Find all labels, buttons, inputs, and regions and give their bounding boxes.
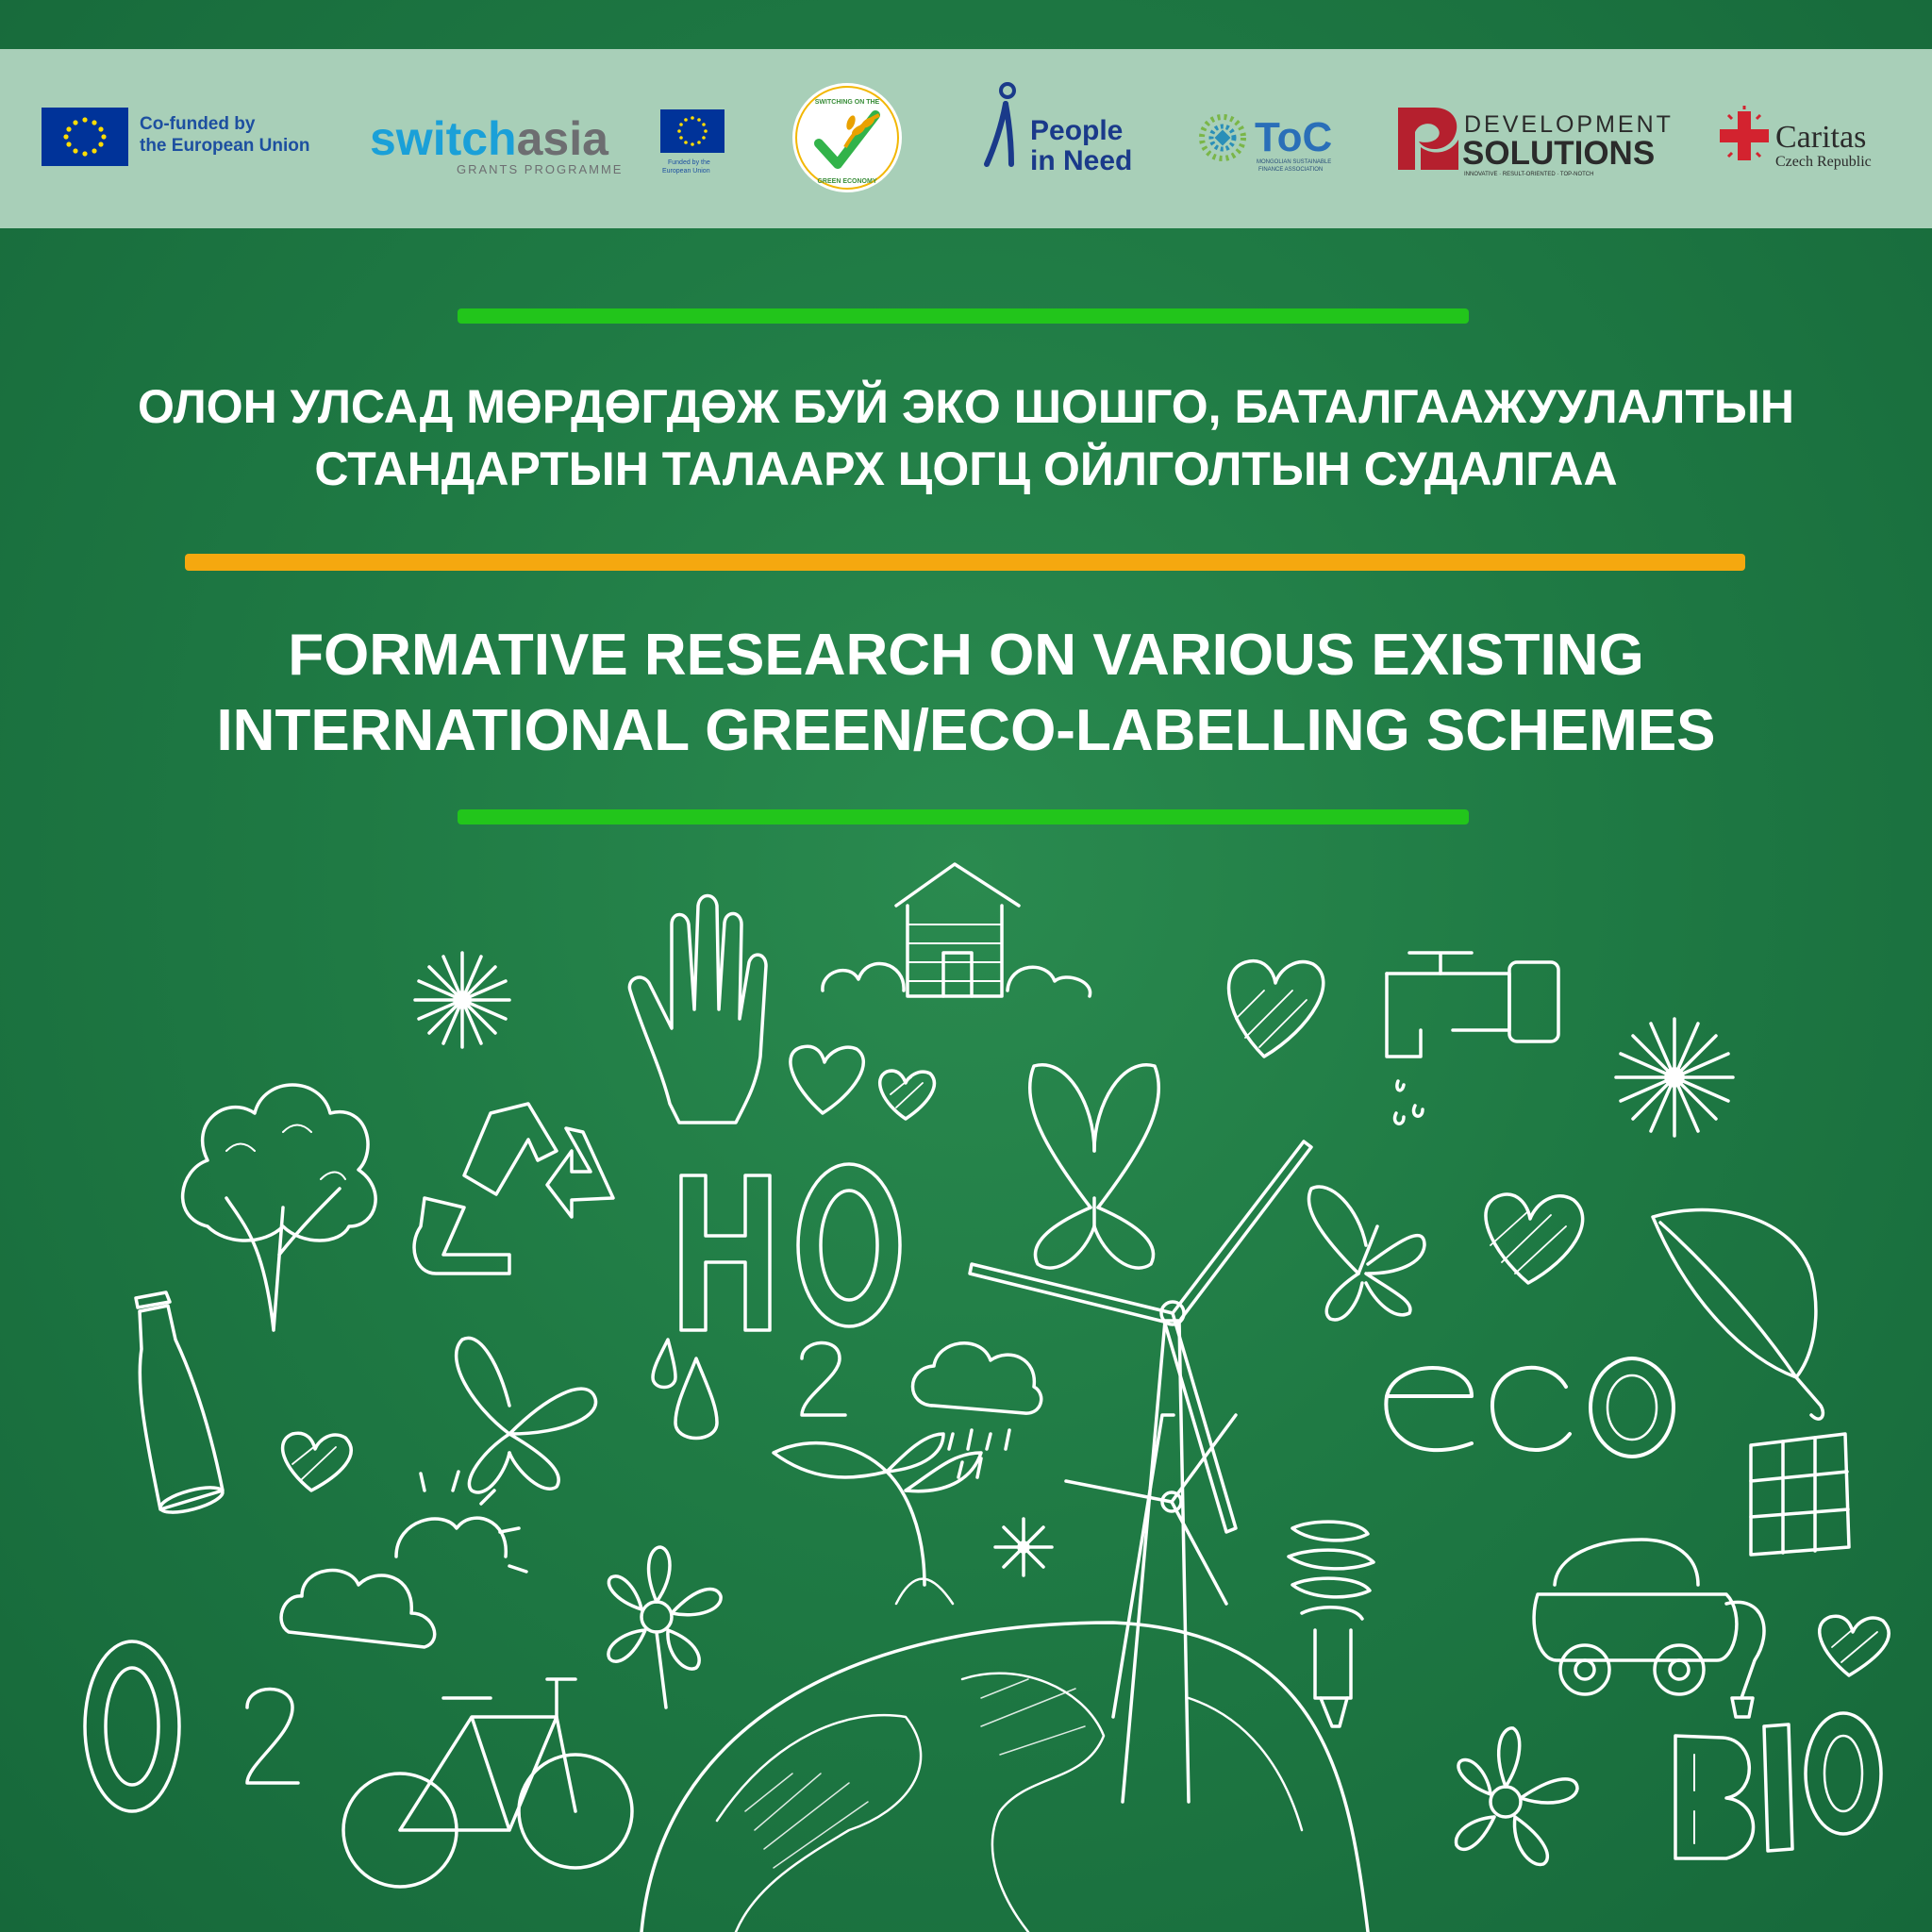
recycle-icon — [414, 1104, 613, 1274]
switchasia-main-a: switch — [370, 112, 517, 165]
o2-letters — [85, 1641, 298, 1811]
heart-icon — [1229, 961, 1324, 1057]
toc-sub1: MONGOLIAN SUSTAINABLE — [1257, 159, 1332, 165]
eu-cofunded-logo — [40, 49, 341, 228]
wind-turbine-icon — [970, 1141, 1311, 1802]
mongolian-title — [0, 375, 1932, 500]
heart-icon-5 — [283, 1433, 352, 1491]
toc-dots-icon — [1202, 117, 1243, 158]
energy-bulb-icon — [1289, 1522, 1374, 1726]
mongolian-title-line2: СТАНДАРТЫН ТАЛААРХ ЦОГЦ ОЙЛГОЛТЫН СУДАЛГАА — [314, 442, 1618, 495]
svg-text:switchasia — [370, 112, 609, 165]
english-title-line1: FORMATIVE RESEARCH ON VARIOUS EXISTING — [288, 623, 1644, 688]
caritas-sub: Czech Republic — [1775, 154, 1872, 170]
starburst-icon-right — [1616, 1019, 1733, 1136]
mongolian-title-line1: ОЛОН УЛСАД МӨРДӨГДӨЖ БУЙ ЭКО ШОШГО, БАТАЛГААЖУУЛАЛТЫН — [138, 380, 1794, 433]
heart-icon-3 — [880, 1071, 935, 1119]
development-solutions-logo — [1396, 49, 1679, 228]
eu-flag-icon — [42, 108, 128, 166]
bottom-green-rule — [458, 809, 1469, 824]
ds-line1: DEVELOPMENT — [1464, 111, 1674, 138]
heart-icon-4 — [1486, 1194, 1583, 1283]
leaf-icon — [1653, 1210, 1823, 1420]
switchasia-logo — [366, 49, 736, 228]
caritas-name: Caritas — [1775, 120, 1867, 155]
caritas-cross-icon — [1720, 111, 1769, 160]
switchasia-sub: GRANTS PROGRAMME — [457, 162, 624, 176]
sprout-icon — [774, 1434, 981, 1604]
water-drop-icon — [653, 1340, 717, 1439]
toc-name: ToC — [1255, 114, 1333, 160]
eu-small-flag-icon — [660, 109, 724, 153]
bio-letters — [1675, 1713, 1881, 1858]
heart-icon-2 — [791, 1046, 863, 1113]
person-icon — [1001, 84, 1014, 97]
sun-cloud-icon — [281, 1472, 526, 1647]
people-in-need-logo — [974, 49, 1162, 228]
eco-doodle-illustration — [0, 830, 1932, 1932]
caritas-logo — [1719, 49, 1917, 228]
orange-divider-rule — [185, 554, 1745, 571]
starburst-icon-small — [995, 1519, 1052, 1575]
solar-panel-icon — [1751, 1434, 1849, 1555]
butterfly-icon-2 — [1308, 1187, 1424, 1320]
ds-tagline: INNOVATIVE · RESULT-ORIENTED · TOP-NOTCH — [1464, 172, 1594, 177]
starburst-icon-left — [415, 953, 509, 1047]
english-title — [0, 618, 1932, 769]
green-economy-top: SWITCHING ON THE — [814, 99, 880, 106]
eco-letters — [1386, 1358, 1674, 1457]
pin-line2: in Need — [1030, 145, 1133, 176]
globe-icon — [641, 1623, 1368, 1932]
flower-icon — [608, 1547, 721, 1707]
flower-icon-2 — [1456, 1728, 1577, 1865]
heart-icon-6 — [1820, 1616, 1889, 1675]
english-title-line2: INTERNATIONAL GREEN/ECO-LABELLING SCHEMES — [216, 698, 1716, 763]
toc-sub2: FINANCE ASSOCIATION — [1258, 167, 1324, 173]
eu-small-line1: Funded by the — [668, 159, 710, 166]
tree-icon — [183, 1085, 375, 1330]
green-economy-bottom: GREEN ECONOMY — [817, 178, 877, 185]
switchasia-main-b: asia — [516, 112, 608, 165]
logo-band — [0, 49, 1932, 228]
ds-line2: SOLUTIONS — [1462, 135, 1656, 172]
house-icon — [823, 864, 1091, 996]
toc-logo — [1191, 49, 1351, 228]
top-green-rule — [458, 308, 1469, 324]
bicycle-icon — [343, 1679, 632, 1887]
water-tap-icon — [1387, 953, 1558, 1124]
eu-cofunded-line1: Co-funded by — [140, 114, 256, 134]
butterfly-icon-3 — [457, 1338, 596, 1492]
hand-icon — [629, 896, 766, 1124]
eu-cofunded-line2: the European Union — [140, 136, 310, 156]
bottle-icon — [136, 1292, 225, 1517]
butterfly-icon — [1030, 1065, 1159, 1268]
h2o-letters — [681, 1164, 900, 1415]
pin-line1: People — [1030, 115, 1124, 146]
eu-small-line2: European Union — [662, 168, 710, 175]
electric-car-icon — [1534, 1540, 1764, 1717]
green-economy-logo — [789, 49, 906, 228]
